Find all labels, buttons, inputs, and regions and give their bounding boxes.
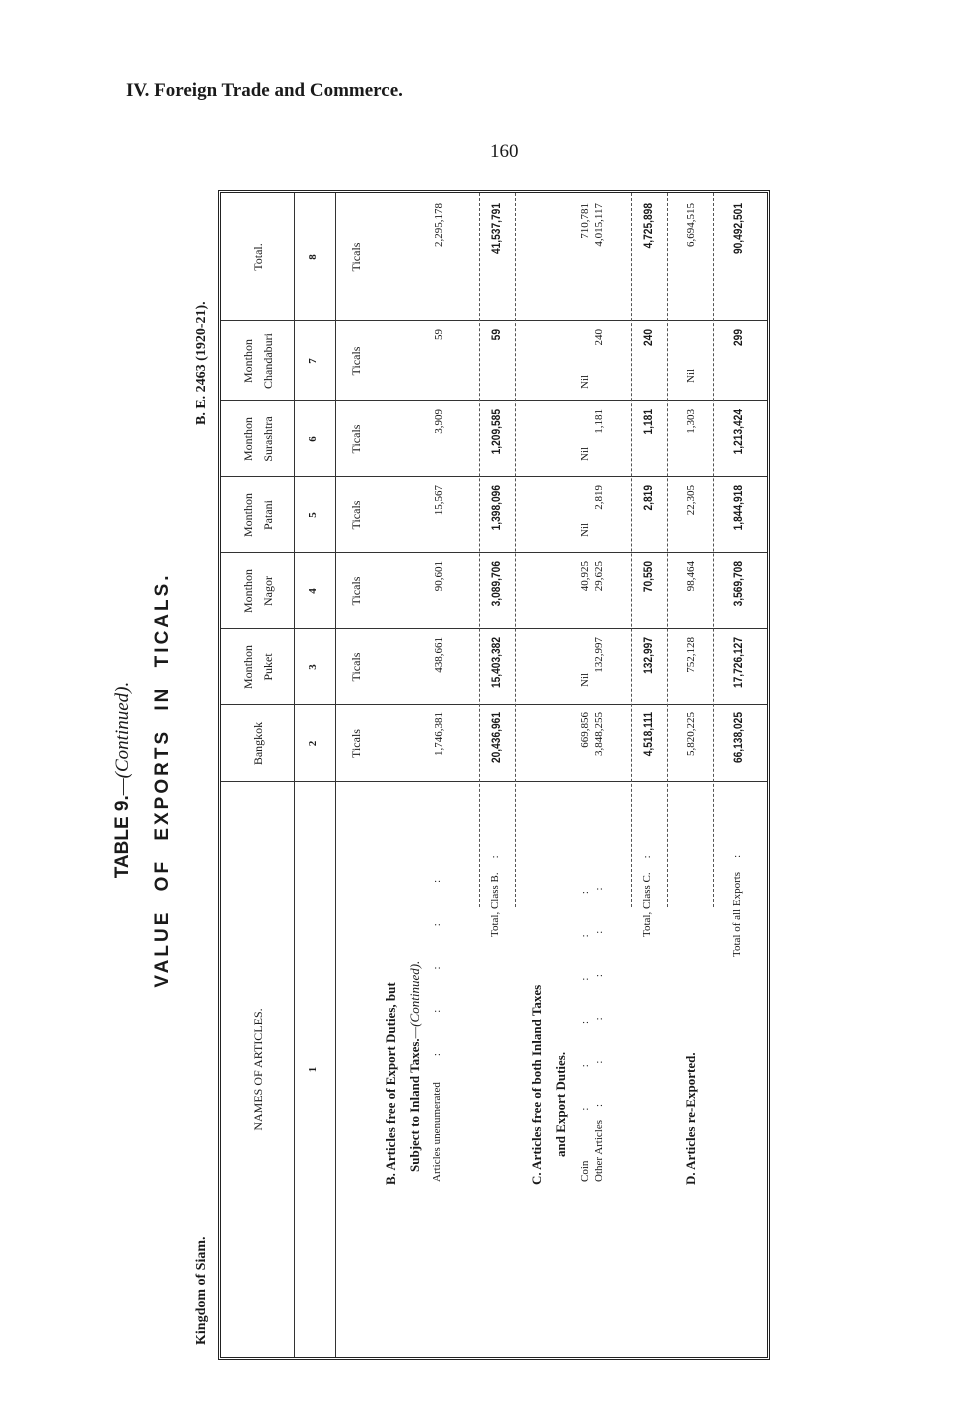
section-c-coin-nagor: 40,925 xyxy=(579,561,591,592)
unit-label: Ticals xyxy=(349,576,363,606)
grand-total-chandaburi: 299 xyxy=(731,329,745,347)
header-total: Total. xyxy=(251,243,265,271)
exports-table xyxy=(218,190,770,1360)
total-label-text: Total, Class C. xyxy=(641,872,653,937)
row-label-text: Coin xyxy=(579,1160,591,1182)
section-c-coin-surashtra: Nil xyxy=(579,446,591,461)
unit-label: Ticals xyxy=(349,346,363,376)
total-c-chandaburi: 240 xyxy=(641,329,655,347)
grand-total-total: 90,492,501 xyxy=(731,203,745,255)
total-class-b-label xyxy=(489,855,501,937)
section-c-other-bangkok: 3,848,255 xyxy=(593,712,605,756)
column-number: 1 xyxy=(307,1066,319,1073)
column-number: 7 xyxy=(307,358,319,364)
grand-total-puket: 17,726,127 xyxy=(731,637,745,689)
column-number: 5 xyxy=(307,512,319,518)
header-puket-line1: Monthon xyxy=(241,645,255,690)
section-c-title-line1: C. Articles free of both Inland Taxes xyxy=(529,984,544,1185)
section-c-coin-bangkok: 669,856 xyxy=(579,712,591,748)
section-c-coin-total: 710,781 xyxy=(579,203,591,239)
section-c-coin-label xyxy=(579,883,591,1182)
row-label-text: Articles unenumerated xyxy=(431,1082,443,1182)
section-c-title-line2: and Export Duties. xyxy=(553,1051,568,1157)
grand-total-nagor: 3,569,708 xyxy=(731,561,745,607)
grand-total-surashtra: 1,213,424 xyxy=(731,409,745,455)
leader-dots: : xyxy=(731,854,743,858)
section-c-other-puket: 132,997 xyxy=(593,637,605,673)
total-b-bangkok: 20,436,961 xyxy=(489,712,503,764)
grand-total-top-rule xyxy=(713,193,714,907)
table-title-continued: —(Continued). xyxy=(112,681,133,796)
leader-dots: : : : : : : xyxy=(579,883,591,1111)
section-b-value-chandaburi: 59 xyxy=(433,329,445,340)
total-c-top-rule xyxy=(631,193,632,907)
total-b-surashtra: 1,209,585 xyxy=(489,409,503,455)
section-b-value-total: 2,295,178 xyxy=(433,203,445,247)
header-bangkok: Bangkok xyxy=(251,721,265,766)
section-c-coin-puket: Nil xyxy=(579,672,591,687)
section-d-total: 6,694,515 xyxy=(685,203,697,247)
section-b-value-surashtra: 3,909 xyxy=(433,409,445,434)
total-b-top-rule xyxy=(479,193,480,907)
row-label-text: Other Articles xyxy=(593,1119,605,1182)
header-surashtra-line1: Monthon xyxy=(241,417,255,462)
table-title-main: TABLE 9. xyxy=(112,795,133,879)
header-separator xyxy=(294,193,295,1357)
total-c-nagor: 70,550 xyxy=(641,561,655,593)
section-c-coin-patani: Nil xyxy=(579,522,591,537)
total-b-total: 41,537,791 xyxy=(489,203,503,255)
header-patani-line2: Patani xyxy=(261,500,275,530)
table-title xyxy=(112,185,134,1375)
grand-total-patani: 1,844,918 xyxy=(731,485,745,531)
leader-dots: : : : : : : xyxy=(593,879,605,1107)
section-b-title-line2 xyxy=(407,961,423,1172)
total-class-c-label xyxy=(641,855,653,937)
column-number: 4 xyxy=(307,588,319,594)
section-b-title-text: Subject to Inland Taxes. xyxy=(407,1038,422,1172)
section-d-bangkok: 5,820,225 xyxy=(685,712,697,756)
section-heading: IV. Foreign Trade and Commerce. xyxy=(126,80,403,101)
kingdom-label: Kingdom of Siam. xyxy=(194,1236,209,1345)
total-b-bottom-rule xyxy=(515,193,516,907)
grand-total-bangkok: 66,138,025 xyxy=(731,712,745,764)
section-b-value-bangkok: 1,746,381 xyxy=(433,712,445,756)
leader-dots: : xyxy=(641,855,653,859)
header-chandaburi-line1: Monthon xyxy=(241,339,255,384)
total-b-chandaburi: 59 xyxy=(489,329,503,341)
column-number: 8 xyxy=(307,254,319,260)
section-c-other-label xyxy=(593,879,605,1182)
section-b-value-patani: 15,567 xyxy=(433,485,445,516)
total-b-puket: 15,403,382 xyxy=(489,637,503,689)
total-b-nagor: 3,089,706 xyxy=(489,561,503,607)
column-number: 6 xyxy=(307,436,319,442)
total-label-text: Total of all Exports xyxy=(731,871,743,957)
total-c-bangkok: 4,518,111 xyxy=(641,712,655,757)
section-d-puket: 752,128 xyxy=(685,637,697,673)
section-c-other-nagor: 29,625 xyxy=(593,561,605,592)
unit-label: Ticals xyxy=(349,242,363,272)
header-nagor-line1: Monthon xyxy=(241,569,255,614)
column-number-separator xyxy=(335,193,336,1357)
total-c-patani: 2,819 xyxy=(641,485,655,511)
column-number: 2 xyxy=(307,740,319,747)
era-label: B. E. 2463 (1920-21). xyxy=(194,301,209,425)
header-nagor-line2: Nagor xyxy=(261,576,275,606)
section-d-surashtra: 1,303 xyxy=(685,409,697,434)
rotated-table-page xyxy=(112,185,745,1375)
leader-dots: : : : : : xyxy=(431,871,443,1057)
section-b-value-nagor: 90,601 xyxy=(433,561,445,592)
section-b-continued: —(Continued). xyxy=(407,960,422,1039)
section-c-other-chandaburi: 240 xyxy=(593,329,605,346)
total-c-puket: 132,997 xyxy=(641,637,655,674)
leader-dots: : xyxy=(489,855,501,859)
total-b-patani: 1,398,096 xyxy=(489,485,503,531)
header-surashtra-line2: Surashtra xyxy=(261,416,275,462)
section-d-patani: 22,305 xyxy=(685,485,697,516)
section-b-value-puket: 438,661 xyxy=(433,637,445,673)
table-subtitle: VALUE OF EXPORTS IN TICALS. xyxy=(152,572,173,988)
unit-label: Ticals xyxy=(349,424,363,454)
grand-total-label xyxy=(731,855,743,957)
total-label-text: Total, Class B. xyxy=(489,872,501,937)
header-chandaburi-line2: Chandaburi xyxy=(261,333,275,389)
total-c-surashtra: 1,181 xyxy=(641,409,655,435)
section-b-row-label xyxy=(431,872,443,1182)
section-c-other-surashtra: 1,181 xyxy=(593,409,605,434)
section-d-nagor: 98,464 xyxy=(685,561,697,592)
section-d-title: D. Articles re-Exported. xyxy=(683,1052,698,1185)
section-c-other-total: 4,015,117 xyxy=(593,203,605,247)
unit-label: Ticals xyxy=(349,500,363,530)
section-b-title-line1: B. Articles free of Export Duties, but xyxy=(383,982,398,1185)
unit-label: Ticals xyxy=(349,729,363,758)
unit-label: Ticals xyxy=(349,652,363,682)
total-c-bottom-rule xyxy=(667,193,668,907)
header-patani-line1: Monthon xyxy=(241,493,255,538)
page-number: 160 xyxy=(490,141,519,162)
header-names-of-articles: NAMES OF ARTICLES. xyxy=(251,1008,265,1131)
section-c-coin-chandaburi: Nil xyxy=(579,374,591,389)
section-d-chandaburi: Nil xyxy=(685,368,697,383)
header-puket-line2: Puket xyxy=(261,653,275,681)
section-c-other-patani: 2,819 xyxy=(593,485,605,510)
total-c-total: 4,725,898 xyxy=(641,203,655,249)
column-number: 3 xyxy=(307,664,319,670)
